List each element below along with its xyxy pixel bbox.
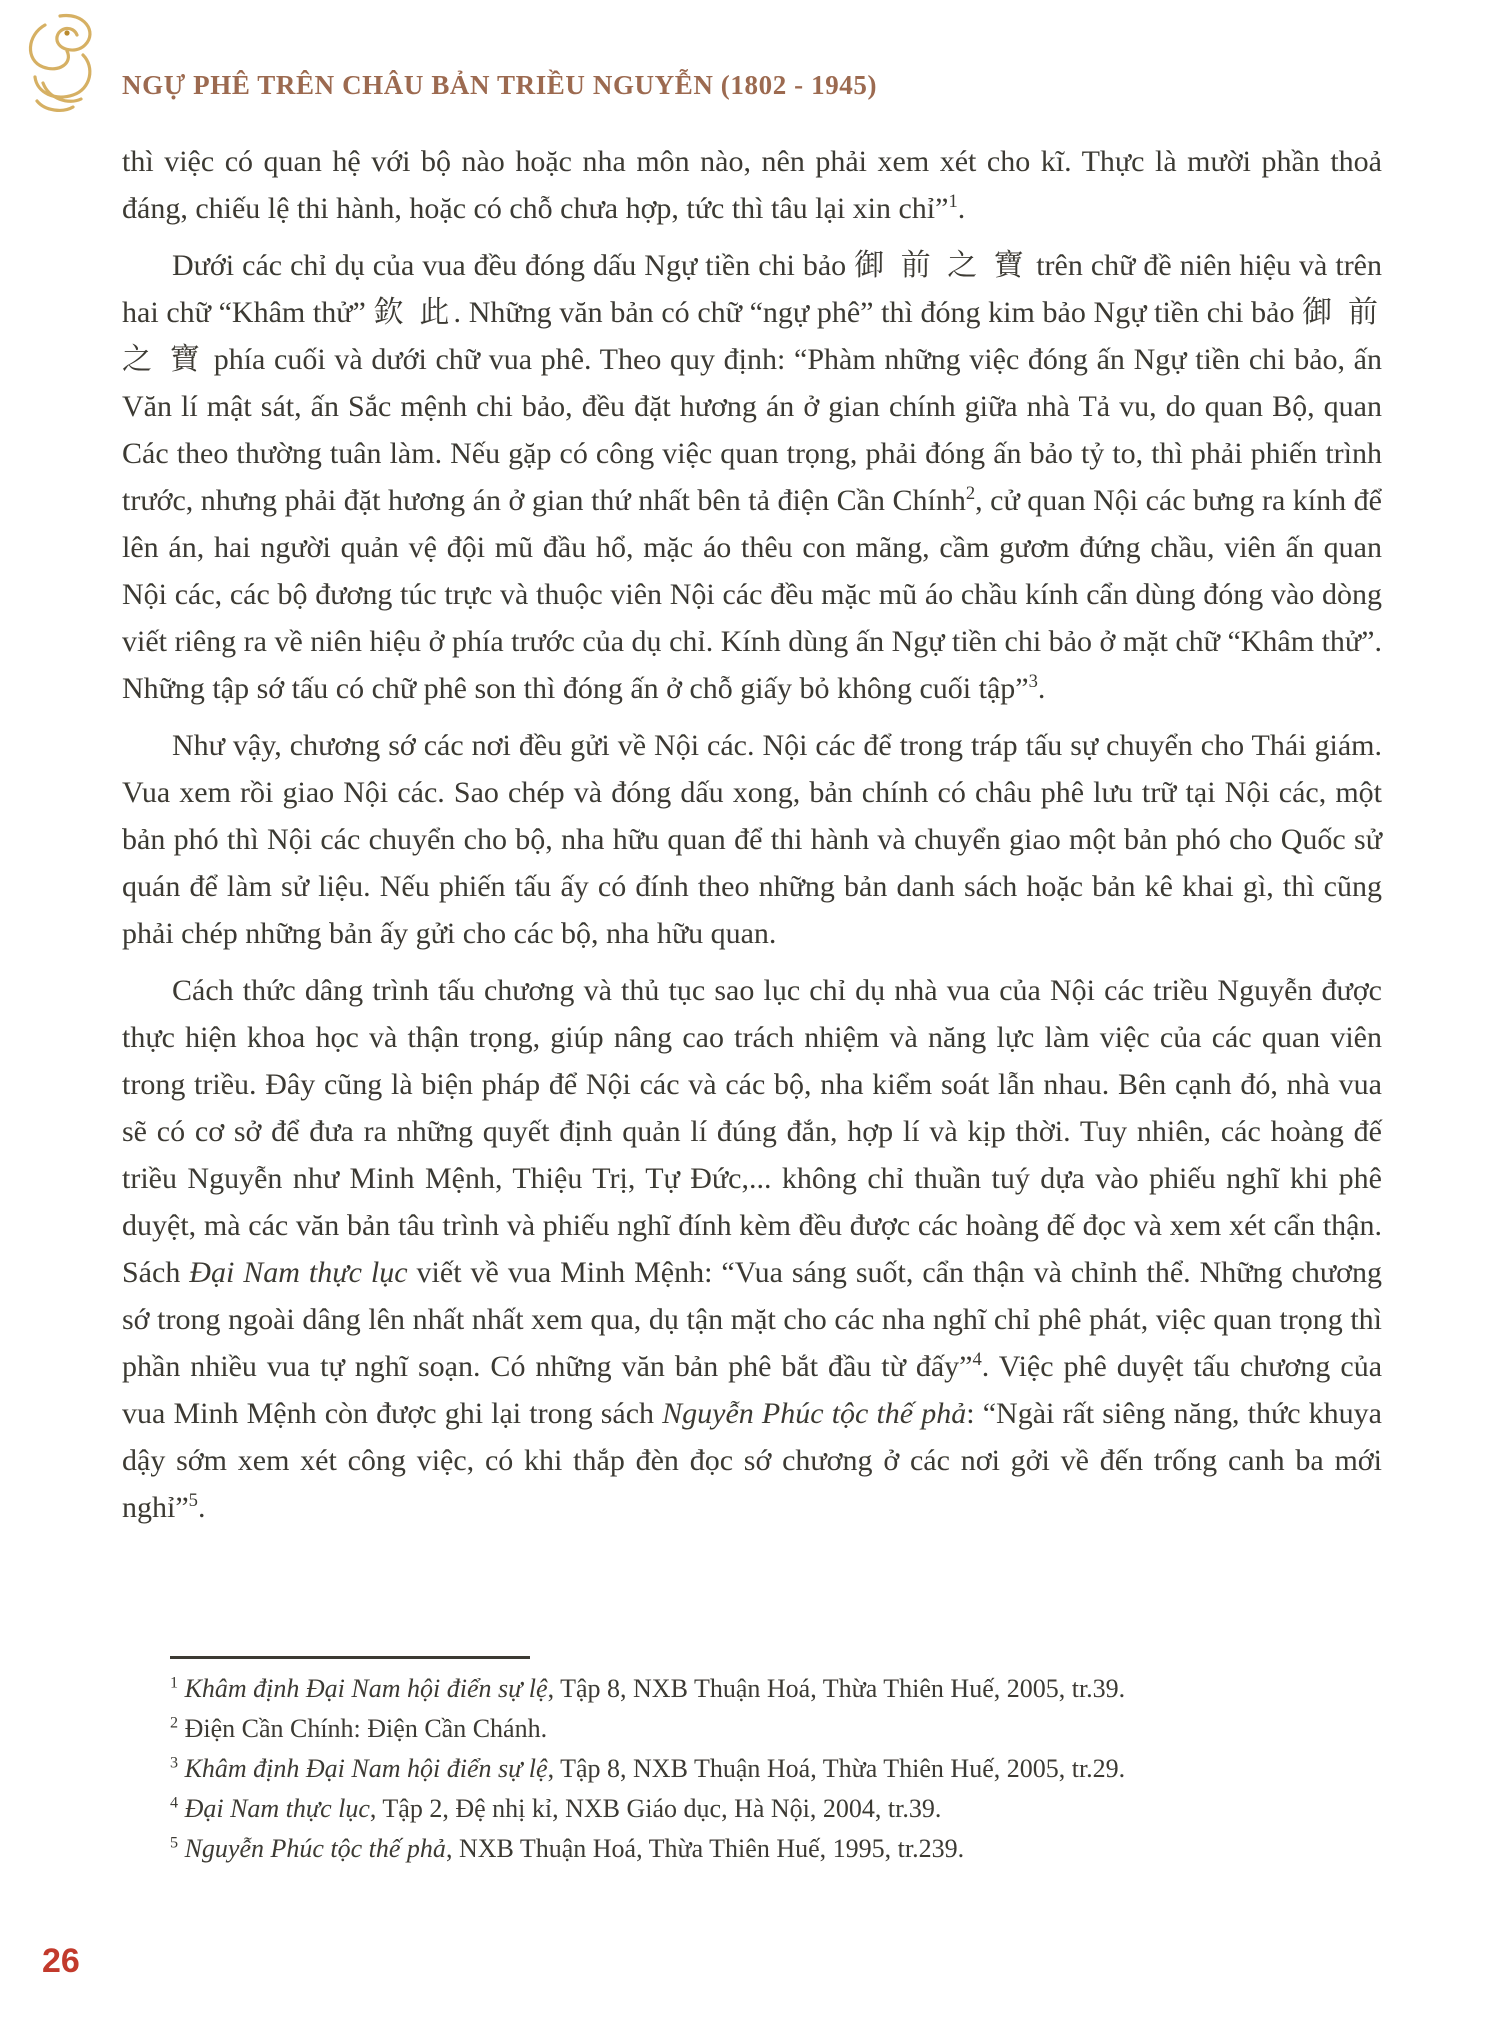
text-segment: Đại Nam thực lục — [189, 1256, 408, 1289]
text-segment: . — [957, 192, 966, 225]
text-segment: , cử quan Nội các bưng ra kính để lên án, hai người quản vệ đội mũ đầu hổ, mặc áo thêu con mãng, cầm gươm đứng chầu, viên ấn quan Nội các, các bộ đương túc trực và thuộc viên Nội các đều mặc mũ áo chầu kính cẩn dùng đóng vào dòng viết riêng ra về niên hiệu ở phía trước của dụ chỉ. Kính dùng ấn Ngự tiền chi bảo ở mặt chữ “Khâm thử”. Những tập sớ tấu có chữ phê son thì đóng ấn ở chỗ giấy bỏ không cuối tập” — [122, 484, 1382, 705]
footnote — [170, 1789, 1382, 1829]
footnote-ref: 3 — [1028, 671, 1038, 692]
footnote-marker: 3 — [170, 1754, 179, 1772]
text-segment: Như vậy, chương sớ các nơi đều gửi về Nội các. Nội các để trong tráp tấu sự chuyển cho Thái giám. Vua xem rồi giao Nội các. Sao chép và đóng dấu xong, bản chính có châu phê lưu trữ tại Nội các, một bản phó thì Nội các chuyển cho bộ, nha hữu quan để thi hành và chuyển giao một bản phó cho Quốc sử quán để làm sử liệu. Nếu phiến tấu ấy có đính theo những bản danh sách hoặc bản kê khai gì, thì cũng phải chép những bản ấy gửi cho các bộ, nha hữu quan. — [122, 729, 1382, 950]
footnote — [170, 1749, 1382, 1789]
paragraph — [122, 138, 1382, 232]
footnote-marker: 2 — [170, 1714, 179, 1732]
footnote-ref: 5 — [188, 1490, 198, 1511]
text-segment: Đại Nam thực lục — [184, 1794, 370, 1823]
text-segment: : “Ngài rất siêng năng, thức khuya dậy sớm xem xét công việc, có khi thắp đèn đọc sớ chương ở các nơi gởi về đến trống canh ba mới nghỉ” — [122, 1397, 1382, 1524]
text-segment: . Việc phê duyệt tấu chương của vua Minh Mệnh còn được ghi lại trong sách — [122, 1350, 1383, 1430]
text-segment: , NXB Thuận Hoá, Thừa Thiên Huế, 1995, tr.239. — [445, 1834, 965, 1863]
cjk-text: 欽 此 — [373, 296, 454, 329]
text-segment: . — [1037, 672, 1046, 705]
text-segment: Điện Cần Chính: Điện Cần Chánh. — [184, 1714, 548, 1743]
cjk-text: 御 前 之 寶 — [854, 249, 1029, 282]
cjk-text: 御 前 之 寶 — [122, 296, 1383, 376]
text-segment: Nguyễn Phúc tộc thế phả — [662, 1397, 967, 1430]
text-segment: thì việc có quan hệ với bộ nào hoặc nha môn nào, nên phải xem xét cho kĩ. Thực là mười phần thoả đáng, chiếu lệ thi hành, hoặc có chỗ chưa hợp, tức thì tâu lại xin chỉ” — [122, 145, 1382, 225]
text-segment: Khâm định Đại Nam hội điển sự lệ — [184, 1754, 548, 1783]
footnotes — [170, 1656, 1382, 1869]
footnote-marker: 1 — [170, 1674, 179, 1692]
footnote-ref: 4 — [972, 1349, 982, 1370]
footnote — [170, 1669, 1382, 1709]
paragraph — [122, 967, 1382, 1531]
footnote-ref: 2 — [965, 483, 976, 504]
page-title: NGỰ PHÊ TRÊN CHÂU BẢN TRIỀU NGUYỄN (1802 - 1945) — [122, 70, 878, 100]
footnote — [170, 1829, 1382, 1869]
text-segment: Khâm định Đại Nam hội điển sự lệ — [184, 1674, 548, 1703]
paragraph — [122, 242, 1382, 712]
text-segment: , Tập 8, NXB Thuận Hoá, Thừa Thiên Huế, 2005, tr.29. — [547, 1754, 1126, 1783]
page-number: 26 — [42, 1942, 80, 1980]
text-segment: viết về vua Minh Mệnh: “Vua sáng suốt, cẩn thận và chỉnh thể. Những chương sớ trong ngoài dâng lên nhất nhất xem qua, dụ tận mặt cho các nha nghĩ chỉ phê phát, việc quan trọng thì phần nhiều vua tự nghĩ soạn. Có những văn bản phê bắt đầu từ đấy” — [122, 1256, 1382, 1383]
text-segment: , Tập 2, Đệ nhị kỉ, NXB Giáo dục, Hà Nội, 2004, tr.39. — [369, 1794, 942, 1823]
dragon-ornament-icon — [14, 4, 106, 116]
text-segment: Nguyễn Phúc tộc thế phả — [184, 1834, 446, 1863]
paragraph — [122, 722, 1382, 957]
footnote-marker: 4 — [170, 1794, 179, 1812]
text-segment: . — [197, 1491, 206, 1524]
text-segment: trên chữ đề niên hiệu và trên hai chữ “Khâm thử” — [122, 249, 1382, 329]
text-segment: . Những văn bản có chữ “ngự phê” thì đóng kim bảo Ngự tiền chi bảo — [453, 296, 1303, 329]
body-text — [122, 138, 1382, 1541]
footnotes-list — [170, 1669, 1382, 1869]
footnote-marker: 5 — [170, 1834, 179, 1852]
footnote-ref: 1 — [948, 191, 958, 212]
text-segment: phía cuối và dưới chữ vua phê. Theo quy định: “Phàm những việc đóng ấn Ngự tiền chi bảo, ấn Văn lí mật sát, ấn Sắc mệnh chi bảo, đều đặt hương án ở gian chính giữa nhà Tả vu, do quan Bộ, quan Các theo thường tuân làm. Nếu gặp có công việc quan trọng, phải đóng ấn bảo tỷ to, thì phải phiến trình trước, nhưng phải đặt hương án ở gian thứ nhất bên tả điện Cần Chính — [122, 343, 1382, 517]
footnote-rule — [170, 1656, 530, 1659]
text-segment: , Tập 8, NXB Thuận Hoá, Thừa Thiên Huế, 2005, tr.39. — [547, 1674, 1126, 1703]
text-segment: Cách thức dâng trình tấu chương và thủ tục sao lục chỉ dụ nhà vua của Nội các triều Nguyễn được thực hiện khoa học và thận trọng, giúp nâng cao trách nhiệm và năng lực làm việc của các quan viên trong triều. Đây cũng là biện pháp để Nội các và các bộ, nha kiểm soát lẫn nhau. Bên cạnh đó, nhà vua sẽ có cơ sở để đưa ra những quyết định quản lí đúng đắn, hợp lí và kịp thời. Tuy nhiên, các hoàng đế triều Nguyễn như Minh Mệnh, Thiệu Trị, Tự Đức,... không chỉ thuần tuý dựa vào phiếu nghĩ khi phê duyệt, mà các văn bản tâu trình và phiếu nghĩ đính kèm đều được các hoàng đế đọc và xem xét cẩn thận. Sách — [122, 974, 1382, 1289]
text-segment: Dưới các chỉ dụ của vua đều đóng dấu Ngự tiền chi bảo — [172, 249, 855, 282]
footnote — [170, 1709, 1382, 1749]
